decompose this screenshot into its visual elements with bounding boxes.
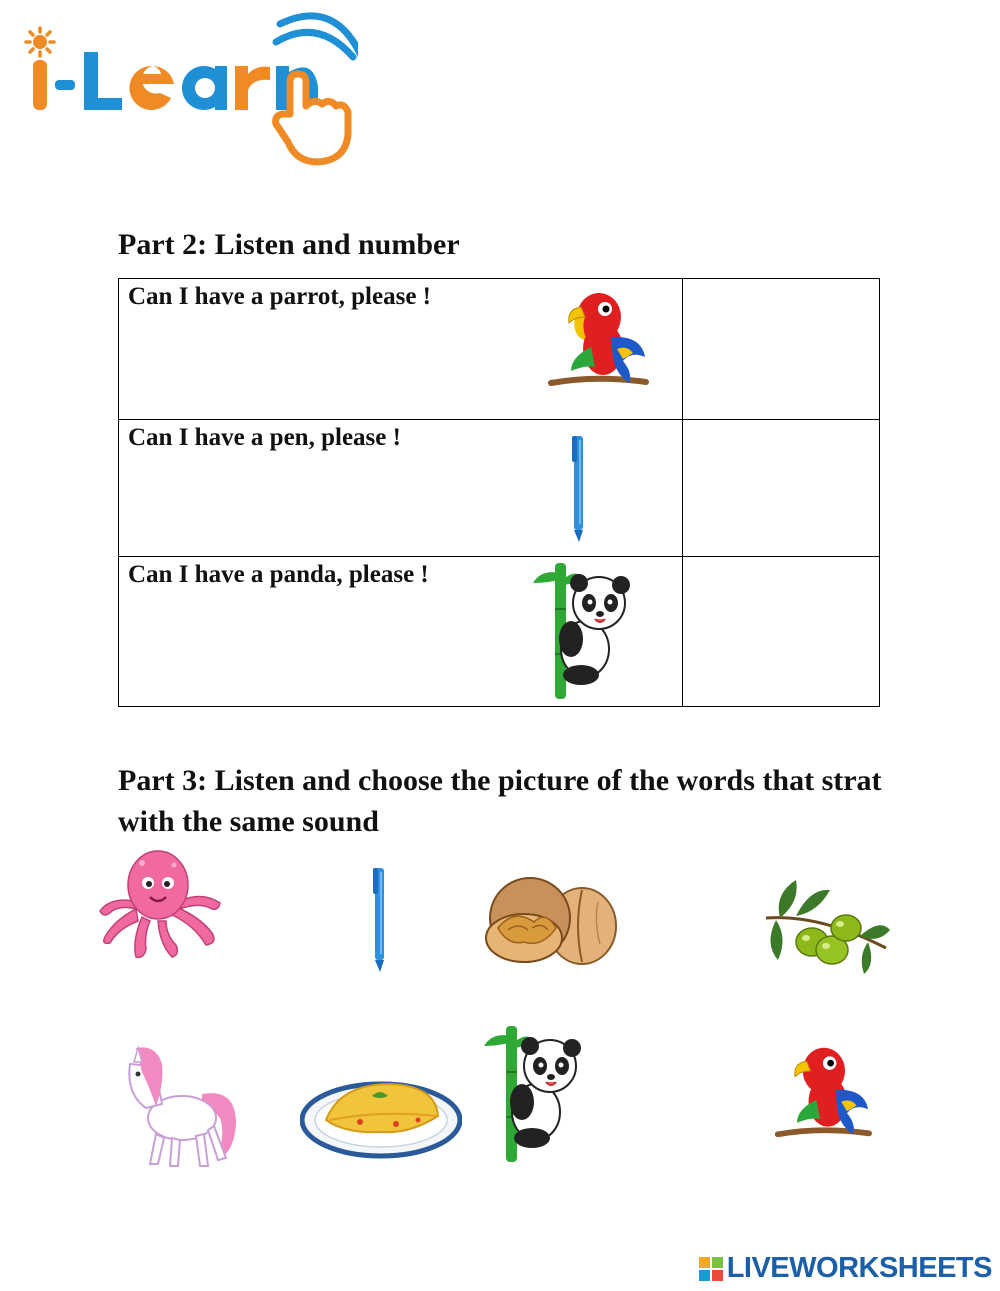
answer-cell[interactable] [683, 420, 880, 557]
part2-title: Part 2: Listen and number [118, 228, 460, 261]
liveworksheets-text: LIVEWORKSHEETS [726, 1252, 992, 1284]
i-learn-logo [18, 2, 358, 167]
olive-picture[interactable] [760, 874, 892, 976]
pen-picture[interactable] [371, 864, 389, 974]
sentence-text: Can I have a parrot, please ! [128, 283, 432, 310]
sentence-cell [119, 557, 683, 707]
sun-icon [26, 28, 54, 56]
part3-title: Part 3: Listen and choose the picture of the words that strat with the same sound [118, 764, 882, 838]
table-row [119, 279, 880, 420]
answer-cell[interactable] [683, 557, 880, 707]
pony-picture[interactable] [116, 1044, 242, 1172]
walnut-picture[interactable] [484, 872, 618, 970]
panda-picture [531, 559, 643, 701]
table-row [119, 557, 880, 707]
pen-picture [569, 432, 589, 544]
answer-cell[interactable] [683, 279, 880, 420]
sentence-cell [119, 420, 683, 557]
listen-and-number-table [118, 278, 880, 707]
table-row [119, 420, 880, 557]
parrot-picture [541, 287, 651, 391]
liveworksheets-logo-icon [699, 1257, 723, 1281]
octopus-picture[interactable] [96, 845, 224, 963]
sentence-text: Can I have a pen, please ! [128, 424, 401, 451]
omelette-picture[interactable] [300, 1070, 462, 1160]
liveworksheets-footer [699, 1252, 992, 1285]
parrot-picture[interactable] [768, 1042, 874, 1142]
panda-picture[interactable] [484, 1022, 594, 1164]
sentence-cell [119, 279, 683, 420]
sentence-text: Can I have a panda, please ! [128, 561, 429, 588]
